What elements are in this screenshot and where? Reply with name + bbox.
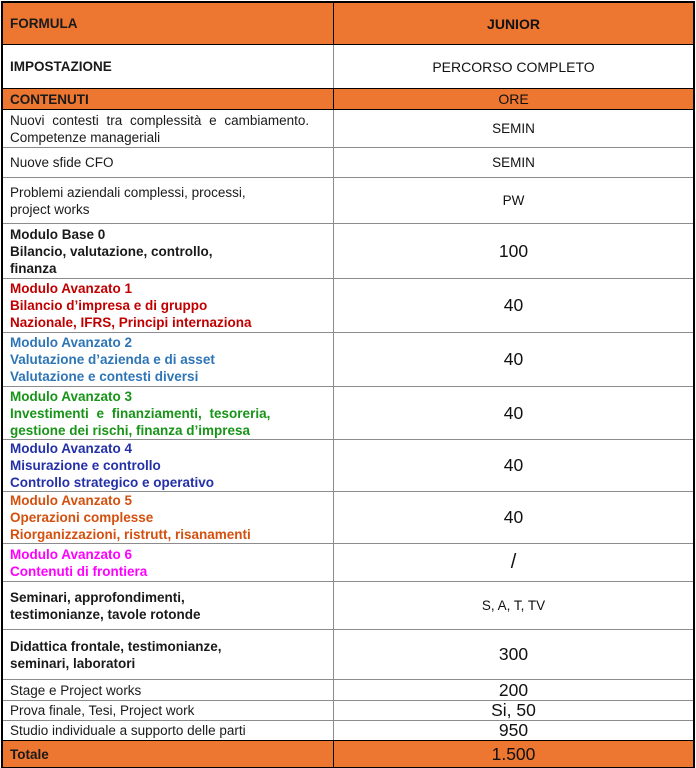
label-line: Controllo strategico e operativo bbox=[10, 475, 215, 490]
label-line: Valutazione e contesti diversi bbox=[10, 369, 199, 384]
value-cell-modulo-base-0 bbox=[334, 224, 693, 278]
label-cell-nuove-sfide-cfo bbox=[3, 148, 334, 177]
value-text: 40 bbox=[503, 349, 524, 369]
table-row-formula bbox=[3, 3, 693, 45]
label-line: Modulo Avanzato 2 bbox=[10, 335, 133, 350]
table-row-modulo-avanzato-6 bbox=[3, 544, 693, 582]
value-cell-stage bbox=[334, 680, 693, 700]
table-row-nuove-sfide-cfo bbox=[3, 148, 693, 178]
label-line: Bilancio d’impresa e di gruppo bbox=[10, 298, 208, 313]
value-cell-problemi-aziendali bbox=[334, 178, 693, 223]
value-cell-modulo-avanzato-3 bbox=[334, 387, 693, 439]
value-text: PERCORSO COMPLETO bbox=[432, 58, 595, 75]
label-line: IMPOSTAZIONE bbox=[10, 59, 112, 74]
label-cell-modulo-avanzato-1 bbox=[3, 279, 334, 332]
table-row-prova-finale bbox=[3, 701, 693, 721]
table-row-modulo-avanzato-4 bbox=[3, 440, 693, 492]
value-cell-didattica bbox=[334, 630, 693, 679]
label-cell-contenuti bbox=[3, 89, 334, 109]
value-cell-modulo-avanzato-6 bbox=[334, 544, 693, 581]
label-line: Prova finale, Tesi, Project work bbox=[10, 703, 195, 718]
table-row-totale bbox=[3, 741, 693, 767]
label-line: Problemi aziendali complessi, processi, bbox=[10, 184, 246, 200]
value-text: PW bbox=[502, 193, 525, 208]
table-row-nuovi-contesti bbox=[3, 110, 693, 148]
label-cell-stage bbox=[3, 680, 334, 700]
value-cell-modulo-avanzato-2 bbox=[334, 333, 693, 386]
value-text: 40 bbox=[503, 455, 524, 475]
label-cell-modulo-avanzato-6 bbox=[3, 544, 334, 581]
label-cell-problemi-aziendali bbox=[3, 178, 334, 223]
label-cell-formula bbox=[3, 3, 334, 44]
label-line: seminari, laboratori bbox=[10, 655, 136, 671]
label-line: Contenuti di frontiera bbox=[10, 563, 148, 579]
value-text: 300 bbox=[498, 644, 529, 664]
program-table bbox=[1, 1, 695, 768]
label-cell-modulo-avanzato-4 bbox=[3, 440, 334, 491]
label-line: Nazionale, IFRS, Principi internaziona bbox=[10, 315, 252, 330]
table-row-modulo-avanzato-3 bbox=[3, 387, 693, 440]
value-cell-modulo-avanzato-5 bbox=[334, 492, 693, 543]
table-row-modulo-base-0 bbox=[3, 224, 693, 279]
label-line: Didattica frontale, testimonianze, bbox=[10, 638, 222, 654]
value-cell-modulo-avanzato-4 bbox=[334, 440, 693, 491]
label-line: Modulo Base 0 bbox=[10, 226, 106, 242]
label-cell-modulo-base-0 bbox=[3, 224, 334, 278]
value-text: 950 bbox=[498, 720, 529, 740]
label-cell-modulo-avanzato-5 bbox=[3, 492, 334, 543]
value-text: 40 bbox=[503, 402, 524, 423]
label-line: Riorganizzazioni, ristrutt, risanamenti bbox=[10, 527, 251, 542]
label-cell-modulo-avanzato-3 bbox=[3, 387, 334, 439]
label-line: Investimenti e finanziamenti, tesoreria, bbox=[10, 405, 271, 421]
label-cell-prova-finale bbox=[3, 701, 334, 720]
value-cell-nuove-sfide-cfo bbox=[334, 148, 693, 177]
value-text: Si, 50 bbox=[491, 700, 536, 720]
value-cell-nuovi-contesti bbox=[334, 110, 693, 147]
label-line: Nuovi contesti tra complessità e cambiamento. bbox=[10, 112, 310, 128]
value-cell-impostazione bbox=[334, 45, 693, 88]
value-text: / bbox=[510, 551, 517, 573]
label-line: Competenze manageriali bbox=[10, 129, 161, 145]
table-row-problemi-aziendali bbox=[3, 178, 693, 224]
table-row-studio-individuale bbox=[3, 721, 693, 741]
table-row-modulo-avanzato-5 bbox=[3, 492, 693, 544]
table-row-modulo-avanzato-1 bbox=[3, 279, 693, 333]
label-line: Operazioni complesse bbox=[10, 510, 154, 525]
value-cell-formula bbox=[334, 3, 693, 44]
label-line: finanza bbox=[10, 260, 57, 276]
value-cell-contenuti bbox=[334, 89, 693, 109]
value-cell-studio-individuale bbox=[334, 721, 693, 740]
value-cell-seminari bbox=[334, 582, 693, 629]
label-line: Studio individuale a supporto delle parti bbox=[10, 723, 246, 738]
table-row-didattica bbox=[3, 630, 693, 680]
value-text: 40 bbox=[503, 507, 524, 527]
label-line: Modulo Avanzato 5 bbox=[10, 493, 133, 508]
label-line: Valutazione d’azienda e di asset bbox=[10, 352, 215, 367]
table-row-impostazione bbox=[3, 45, 693, 89]
label-line: FORMULA bbox=[10, 16, 78, 31]
value-text: SEMIN bbox=[492, 155, 535, 170]
table-row-modulo-avanzato-2 bbox=[3, 333, 693, 387]
value-text: 40 bbox=[503, 295, 524, 315]
value-text: SEMIN bbox=[492, 121, 535, 136]
label-cell-impostazione bbox=[3, 45, 334, 88]
label-line: Totale bbox=[10, 746, 49, 762]
label-cell-seminari bbox=[3, 582, 334, 629]
label-line: Modulo Avanzato 1 bbox=[10, 281, 133, 296]
label-line: Nuove sfide CFO bbox=[10, 155, 114, 170]
table-row-contenuti bbox=[3, 89, 693, 110]
value-text: ORE bbox=[498, 91, 529, 107]
value-text: 100 bbox=[498, 240, 529, 261]
value-text: 200 bbox=[498, 679, 529, 700]
label-cell-nuovi-contesti bbox=[3, 110, 334, 147]
label-line: CONTENUTI bbox=[10, 91, 89, 107]
label-line: Modulo Avanzato 3 bbox=[10, 388, 133, 404]
label-line: Bilancio, valutazione, controllo, bbox=[10, 243, 213, 259]
label-line: testimonianze, tavole rotonde bbox=[10, 606, 201, 622]
label-line: Seminari, approfondimenti, bbox=[10, 589, 185, 605]
table-row-stage bbox=[3, 680, 693, 701]
value-text: S, A, T, TV bbox=[481, 598, 546, 613]
label-line: Stage e Project works bbox=[10, 682, 142, 698]
label-line: project works bbox=[10, 201, 90, 217]
value-text: JUNIOR bbox=[487, 15, 540, 32]
label-cell-modulo-avanzato-2 bbox=[3, 333, 334, 386]
label-line: Misurazione e controllo bbox=[10, 458, 161, 473]
label-line: Modulo Avanzato 6 bbox=[10, 546, 133, 562]
value-text: 1.500 bbox=[491, 743, 536, 764]
label-cell-totale bbox=[3, 741, 334, 767]
value-cell-prova-finale bbox=[334, 701, 693, 720]
label-line: gestione dei rischi, finanza d’impresa bbox=[10, 422, 251, 438]
label-cell-didattica bbox=[3, 630, 334, 679]
label-cell-studio-individuale bbox=[3, 721, 334, 740]
value-cell-totale bbox=[334, 741, 693, 767]
value-cell-modulo-avanzato-1 bbox=[334, 279, 693, 332]
table-row-seminari bbox=[3, 582, 693, 630]
label-line: Modulo Avanzato 4 bbox=[10, 441, 133, 456]
